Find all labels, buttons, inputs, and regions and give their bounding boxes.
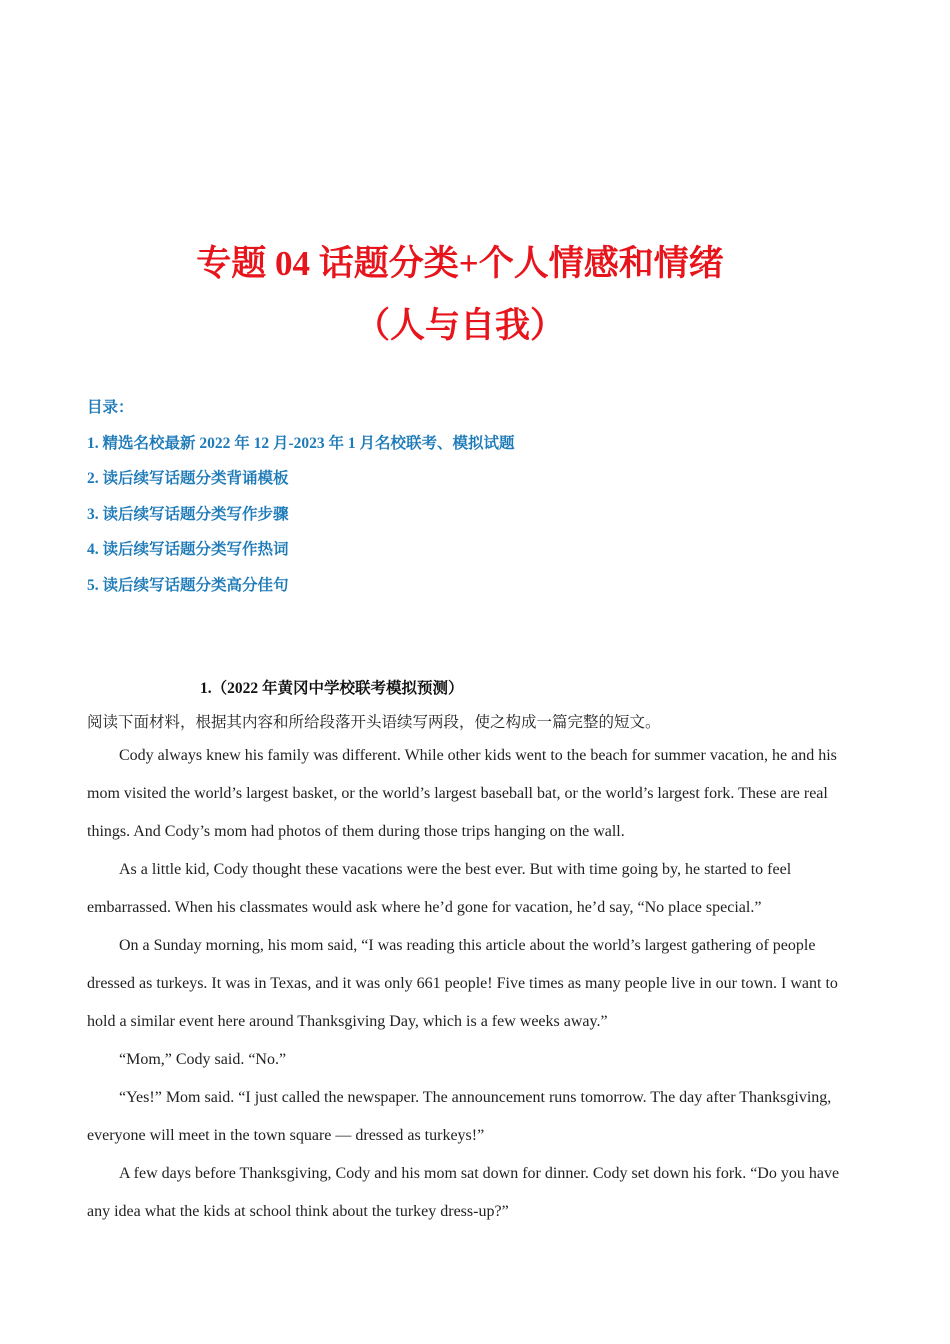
- story-paragraph: On a Sunday morning, his mom said, “I was reading this article about the world’s largest gathering of people dressed as turkeys. It was in Texas, and it was only 661 people! Five times as many people live in our town. I want to hold a similar event here around Thanksgiving Day, which is a few weeks away.”: [87, 937, 838, 1030]
- story-paragraph: “Yes!” Mom said. “I just called the newspaper. The announcement runs tomorrow. The day after Thanksgiving, everyone will meet in the town square — dressed as turkeys!”: [87, 1089, 832, 1144]
- story-passage: [87, 737, 862, 1231]
- toc-heading: 目录：: [87, 399, 134, 416]
- toc-item: 1. 精选名校最新 2022 年 12 月-2023 年 1 月名校联考、模拟试题: [87, 434, 515, 452]
- toc-item: 4. 读后续写话题分类写作热词: [87, 541, 289, 558]
- table-of-contents: [87, 398, 515, 611]
- story-paragraph: Cody always knew his family was different. While other kids went to the beach for summer vacation, he and his mom visited the world’s largest basket, or the world’s largest baseball bat, or the world’s largest fork. These are real things. And Cody’s mom had photos of them during those trips hanging on the wall.: [87, 747, 837, 840]
- story-paragraph: A few days before Thanksgiving, Cody and his mom sat down for dinner. Cody set down his fork. “Do you have any idea what the kids at school think about the turkey dress-up?”: [87, 1165, 840, 1220]
- toc-item: 3. 读后续写话题分类写作步骤: [87, 505, 289, 523]
- story-paragraph: “Mom,” Cody said. “No.”: [119, 1051, 287, 1068]
- toc-item: 5. 读后续写话题分类高分佳句: [87, 576, 289, 594]
- document-subtitle: （人与自我）: [354, 306, 565, 345]
- story-paragraph: As a little kid, Cody thought these vacations were the best ever. But with time going by, he started to feel embarrassed. When his classmates would ask where he’d gone for vacation, he’d say, “No place special.”: [87, 861, 792, 916]
- question-heading: 1.（2022 年黄冈中学校联考模拟预测）: [200, 680, 464, 697]
- toc-item: 2. 读后续写话题分类背诵模板: [87, 470, 289, 487]
- document-title: 专题 04 话题分类+个人情感和情绪: [196, 244, 724, 283]
- question-instruction: 阅读下面材料，根据其内容和所给段落开头语续写两段，使之构成一篇完整的短文。: [87, 714, 661, 731]
